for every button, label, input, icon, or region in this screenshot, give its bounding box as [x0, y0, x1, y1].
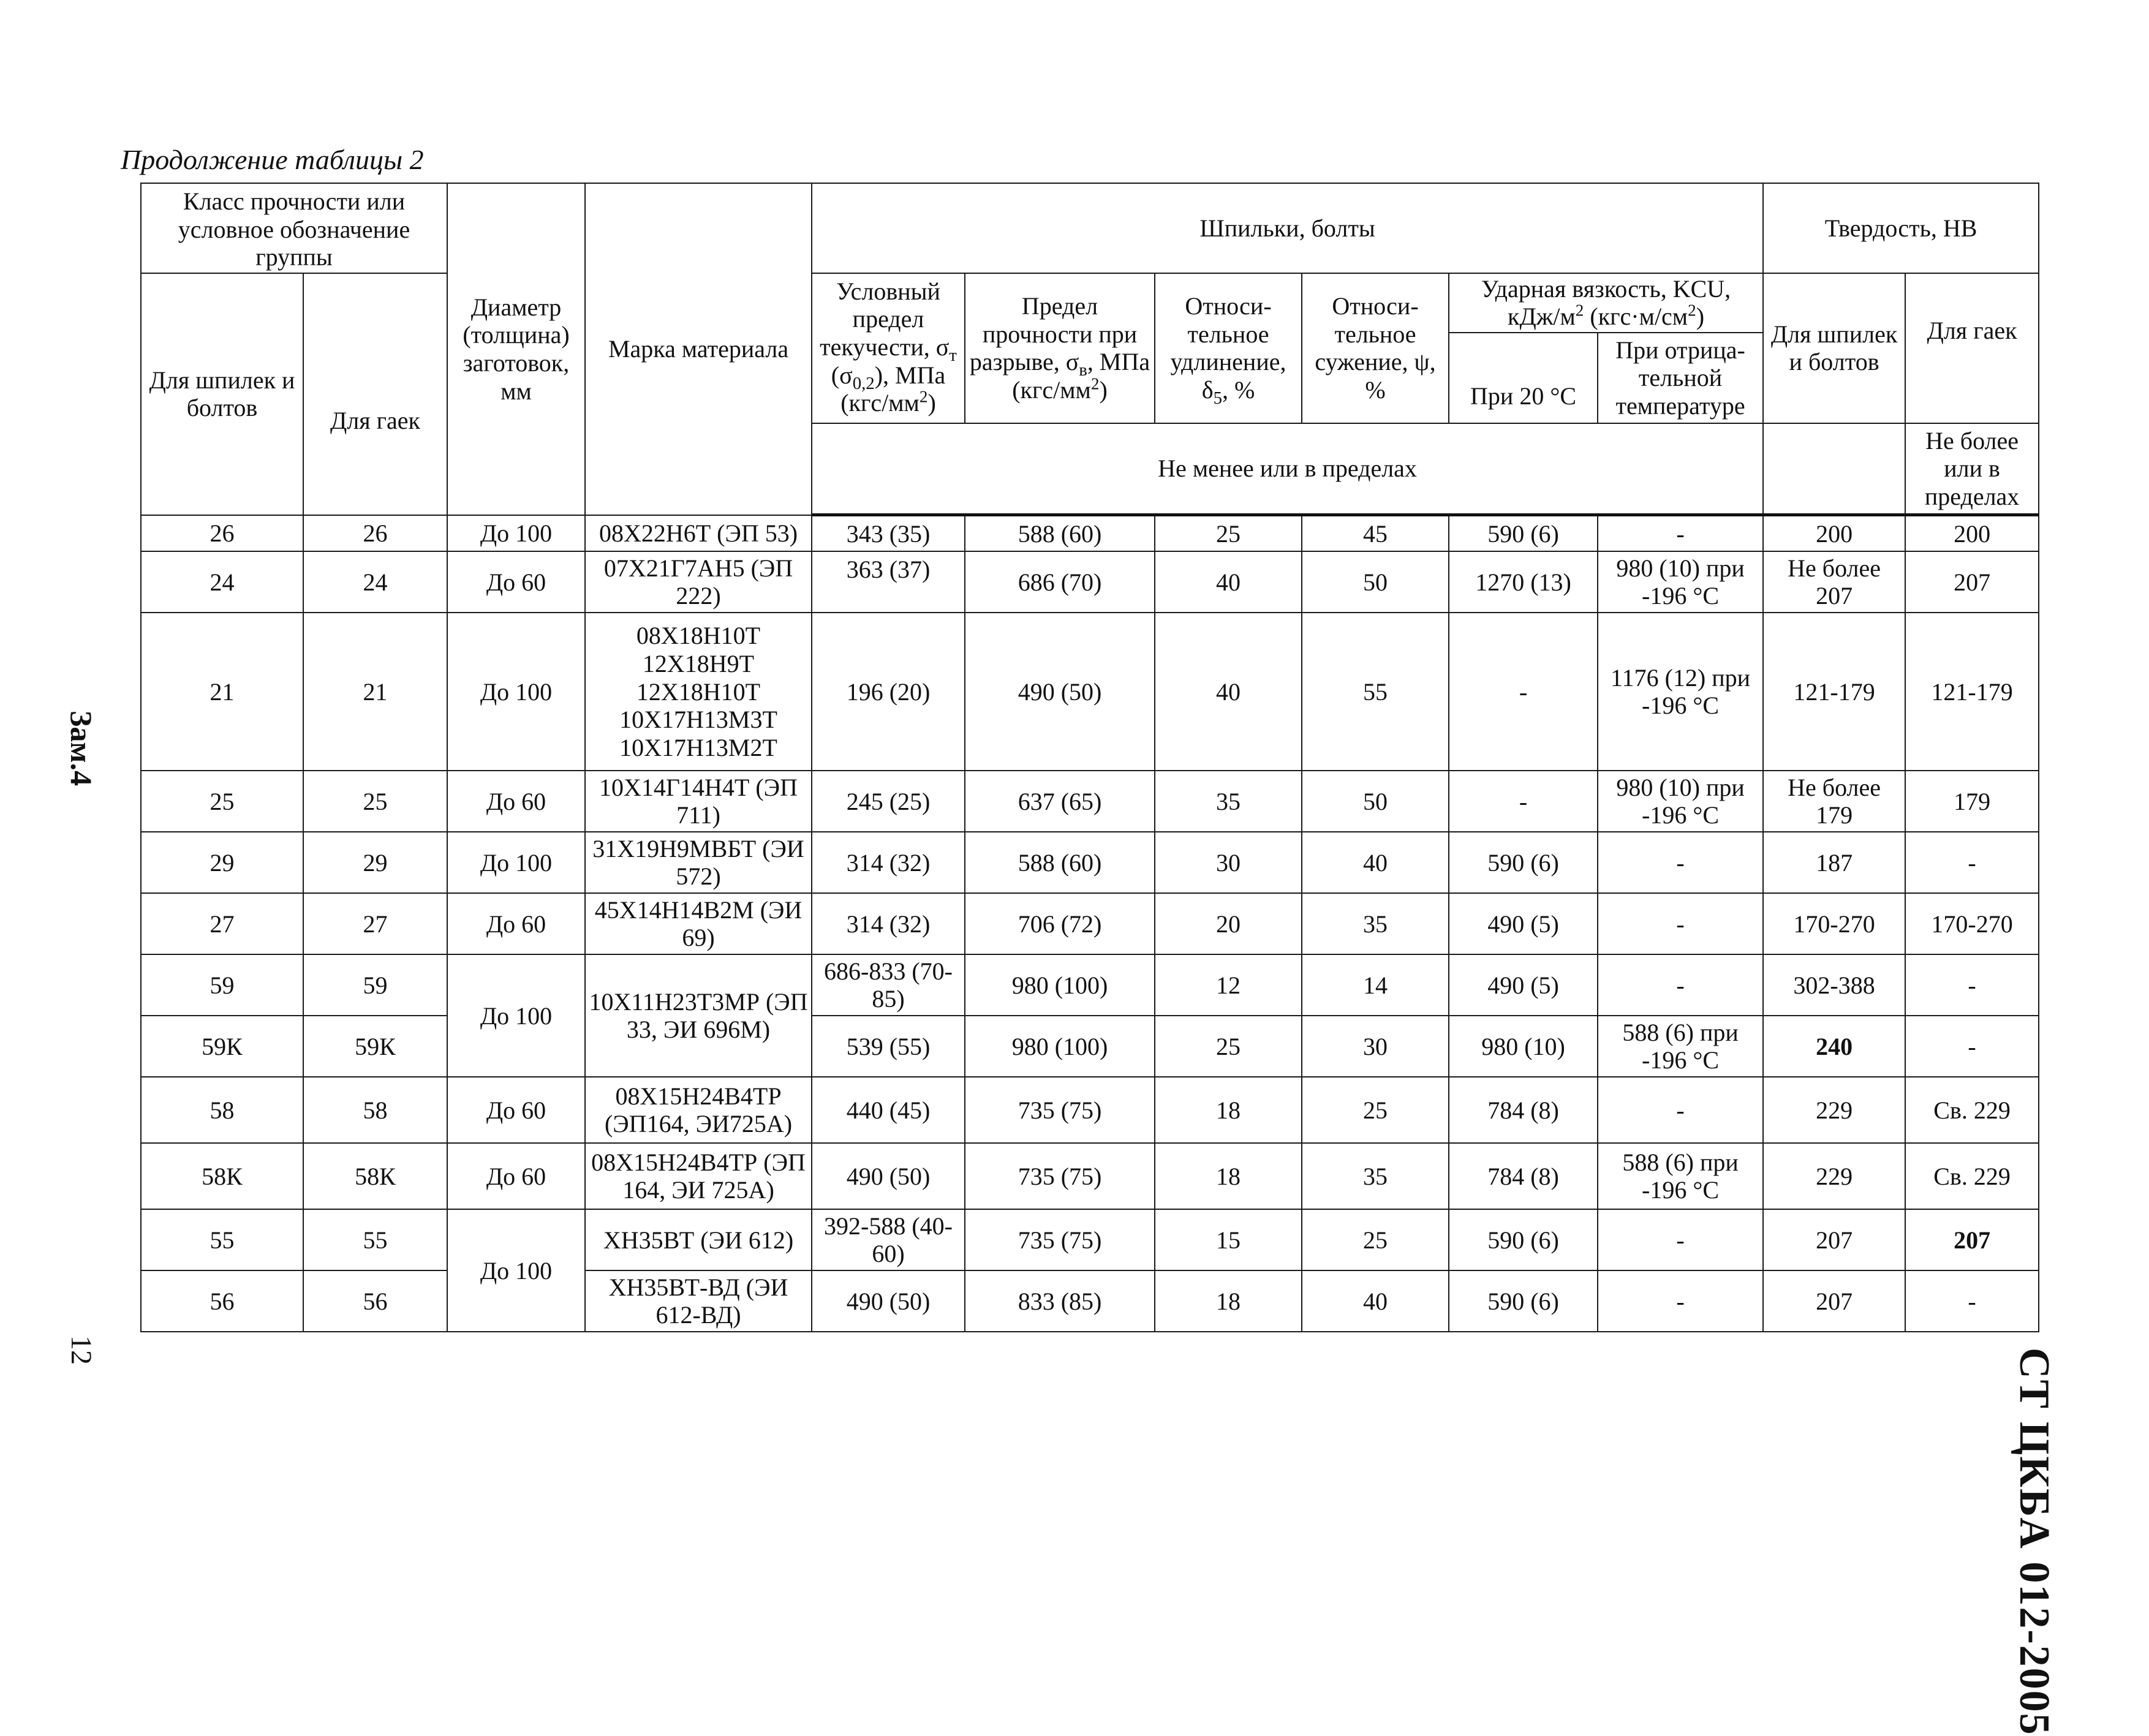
header-not-less-blank: [1763, 423, 1905, 515]
cell-yield: 314 (32): [812, 832, 965, 893]
header-not-less: Не менее или в пределах: [812, 423, 1763, 515]
cell-material: 31Х19Н9МВБТ (ЭИ 572): [585, 832, 812, 893]
cell-elongation: 35: [1155, 771, 1302, 832]
header-hardness: Твердость, НВ: [1763, 183, 2039, 273]
cell-material: ХН35ВТ-ВД (ЭИ 612-ВД): [585, 1270, 812, 1332]
cell-impact-20: -: [1449, 613, 1598, 771]
cell-class-studs: 25: [141, 771, 303, 832]
cell-impact-20: 784 (8): [1449, 1143, 1598, 1209]
cell-yield: 245 (25): [812, 771, 965, 832]
cell-impact-20: 590 (6): [1449, 1209, 1598, 1270]
cell-reduction: 50: [1302, 551, 1449, 613]
cell-reduction: 40: [1302, 832, 1449, 893]
material-line: 12Х18Н9Т: [642, 650, 755, 678]
cell-yield: 196 (20): [812, 613, 965, 771]
cell-material: 07Х21Г7АН5 (ЭП 222): [585, 551, 812, 613]
cell-material: ХН35ВТ (ЭИ 612): [585, 1209, 812, 1270]
cell-yield: 686-833 (70-85): [812, 954, 965, 1016]
cell-class-nuts: 27: [303, 893, 447, 954]
cell-class-nuts: 58К: [303, 1143, 447, 1209]
header-reduction: Относи-тельное сужение, ψ, %: [1302, 273, 1449, 423]
cell-impact-negative: -: [1598, 954, 1763, 1016]
cell-yield: 539 (55): [812, 1016, 965, 1077]
cell-elongation: 15: [1155, 1209, 1302, 1270]
cell-class-nuts: 59К: [303, 1016, 447, 1077]
cell-impact-20: 590 (6): [1449, 832, 1598, 893]
table-row: [141, 551, 2039, 613]
cell-hardness-nuts: 170-270: [1905, 893, 2039, 954]
table-row: [141, 515, 2039, 552]
cell-class-studs: 26: [141, 515, 303, 552]
cell-impact-negative: -: [1598, 1077, 1763, 1143]
standard-designation: СТ ЦКБА 012-2005: [2011, 1348, 2058, 1736]
header-impact: Ударная вязкость, KCU, кДж/$м^2$ $(кгс\cdot м/см^2)$: [1449, 273, 1763, 333]
cell-elongation: 25: [1155, 515, 1302, 552]
header-class-nuts: Для гаек: [303, 273, 447, 515]
cell-hardness-nuts: -: [1905, 1016, 2039, 1077]
material-line: 12Х18Н10Т: [636, 677, 761, 706]
header-diameter: Диаметр (толщина) заготовок, мм: [447, 183, 585, 515]
cell-reduction: 30: [1302, 1016, 1449, 1077]
cell-impact-negative: -: [1598, 893, 1763, 954]
cell-impact-negative: 1176 (12) при -196 °С: [1598, 613, 1763, 771]
cell-tensile: 980 (100): [965, 1016, 1155, 1077]
cell-hardness-studs: 229: [1763, 1077, 1905, 1143]
header-impact-20: При 20 °С: [1449, 333, 1598, 423]
cell-yield: 314 (32): [812, 893, 965, 954]
cell-impact-negative: 980 (10) при -196 °С: [1598, 551, 1763, 613]
table-row: [141, 1270, 2039, 1332]
cell-class-studs: 58: [141, 1077, 303, 1143]
cell-class-nuts: 24: [303, 551, 447, 613]
cell-material: 08Х22Н6Т (ЭП 53): [585, 515, 812, 552]
header-yield: Условный предел текучести, $\sigma_т$ $(\sigma_{0,2})$, МПа $(кгс/мм^2)$: [812, 273, 965, 423]
table-row: [141, 893, 2039, 954]
material-line: 10Х17Н13М2Т: [619, 733, 777, 761]
cell-reduction: 14: [1302, 954, 1449, 1016]
cell-class-nuts: 59: [303, 954, 447, 1016]
cell-impact-negative: -: [1598, 832, 1763, 893]
cell-hardness-studs: 240: [1763, 1016, 1905, 1077]
header-class-group: Класс прочности или условное обозначение группы: [141, 183, 447, 273]
cell-reduction: 35: [1302, 1143, 1449, 1209]
cell-yield: 440 (45): [812, 1077, 965, 1143]
cell-class-studs: 56: [141, 1270, 303, 1332]
cell-impact-20: 980 (10): [1449, 1016, 1598, 1077]
header-impact-negative: При отрица-тельной температуре: [1598, 333, 1763, 423]
cell-material: 08Х15Н24В4ТР (ЭП164, ЭИ725А): [585, 1077, 812, 1143]
cell-hardness-studs: 229: [1763, 1143, 1905, 1209]
cell-material: 45Х14Н14В2М (ЭИ 69): [585, 893, 812, 954]
amendment-mark: Зам.4: [64, 711, 99, 786]
cell-tensile: 735 (75): [965, 1077, 1155, 1143]
cell-hardness-studs: Не более 179: [1763, 771, 1905, 832]
cell-elongation: 12: [1155, 954, 1302, 1016]
cell-yield: 490 (50): [812, 1270, 965, 1332]
cell-tensile: 637 (65): [965, 771, 1155, 832]
header-hardness-studs: Для шпилек и болтов: [1763, 273, 1905, 423]
table-row: [141, 1016, 2039, 1077]
cell-impact-negative: 588 (6) при -196 °С: [1598, 1016, 1763, 1077]
cell-class-nuts: 56: [303, 1270, 447, 1332]
cell-tensile: 686 (70): [965, 551, 1155, 613]
cell-tensile: 735 (75): [965, 1143, 1155, 1209]
table-row: [141, 1143, 2039, 1209]
cell-reduction: 25: [1302, 1077, 1449, 1143]
page-number: 12: [65, 1335, 97, 1365]
cell-elongation: 20: [1155, 893, 1302, 954]
cell-impact-20: 590 (6): [1449, 1270, 1598, 1332]
cell-diameter: До 100: [447, 613, 585, 771]
cell-impact-negative: 980 (10) при -196 °С: [1598, 771, 1763, 832]
cell-tensile: 490 (50): [965, 613, 1155, 771]
cell-class-studs: 55: [141, 1209, 303, 1270]
cell-hardness-nuts: 179: [1905, 771, 2039, 832]
cell-hardness-studs: 121-179: [1763, 613, 1905, 771]
cell-diameter: До 100: [447, 515, 585, 552]
cell-hardness-nuts: 200: [1905, 515, 2039, 552]
cell-diameter: До 100: [447, 954, 585, 1077]
cell-tensile: 980 (100): [965, 954, 1155, 1016]
cell-hardness-studs: 200: [1763, 515, 1905, 552]
header-material: Марка материала: [585, 183, 812, 515]
cell-material: 08Х15Н24В4ТР (ЭП 164, ЭИ 725А): [585, 1143, 812, 1209]
table-caption: Продолжение таблицы 2: [121, 144, 424, 175]
cell-hardness-studs: 187: [1763, 832, 1905, 893]
material-line: 08Х18Н10Т: [636, 622, 761, 650]
cell-impact-20: 490 (5): [1449, 954, 1598, 1016]
cell-hardness-nuts: 207: [1905, 551, 2039, 613]
cell-diameter: До 60: [447, 1077, 585, 1143]
cell-tensile: 833 (85): [965, 1270, 1155, 1332]
cell-reduction: 35: [1302, 893, 1449, 954]
cell-class-studs: 29: [141, 832, 303, 893]
cell-elongation: 40: [1155, 551, 1302, 613]
cell-class-studs: 24: [141, 551, 303, 613]
table-row: [141, 954, 2039, 1016]
cell-elongation: 40: [1155, 613, 1302, 771]
header-hardness-nuts: Для гаек: [1905, 273, 2039, 423]
header-tensile: Предел прочности при разрыве, $\sigma_в$, МПа $(кгс/мм^2)$: [965, 273, 1155, 423]
cell-hardness-studs: 302-388: [1763, 954, 1905, 1016]
cell-impact-20: 490 (5): [1449, 893, 1598, 954]
cell-hardness-studs: 207: [1763, 1209, 1905, 1270]
cell-hardness-studs: 170-270: [1763, 893, 1905, 954]
cell-diameter: До 100: [447, 832, 585, 893]
cell-hardness-nuts: Св. 229: [1905, 1077, 2039, 1143]
table-row: [141, 771, 2039, 832]
cell-impact-negative: -: [1598, 1270, 1763, 1332]
header-studs-bolts: Шпильки, болты: [812, 183, 1763, 273]
cell-impact-20: 784 (8): [1449, 1077, 1598, 1143]
cell-diameter: До 60: [447, 893, 585, 954]
cell-yield: 363 (37): [812, 551, 965, 613]
cell-reduction: 45: [1302, 515, 1449, 552]
cell-reduction: 25: [1302, 1209, 1449, 1270]
cell-class-studs: 21: [141, 613, 303, 771]
cell-diameter: До 60: [447, 1143, 585, 1209]
cell-tensile: 706 (72): [965, 893, 1155, 954]
cell-elongation: 30: [1155, 832, 1302, 893]
cell-material: 10Х14Г14Н4Т (ЭП 711): [585, 771, 812, 832]
cell-tensile: 735 (75): [965, 1209, 1155, 1270]
cell-hardness-nuts: -: [1905, 1270, 2039, 1332]
header-elongation: Относи-тельное удлинение, $\delta_5$, %: [1155, 273, 1302, 423]
cell-class-nuts: 29: [303, 832, 447, 893]
cell-elongation: 18: [1155, 1143, 1302, 1209]
cell-elongation: 18: [1155, 1270, 1302, 1332]
table-row: [141, 832, 2039, 893]
cell-impact-negative: -: [1598, 1209, 1763, 1270]
cell-impact-20: 590 (6): [1449, 515, 1598, 552]
cell-impact-20: -: [1449, 771, 1598, 832]
cell-class-nuts: 25: [303, 771, 447, 832]
cell-tensile: 588 (60): [965, 832, 1155, 893]
cell-diameter: До 60: [447, 771, 585, 832]
cell-hardness-nuts: 207: [1905, 1209, 2039, 1270]
table-row: [141, 613, 2039, 771]
cell-diameter: До 60: [447, 551, 585, 613]
cell-material: 10Х11Н23Т3МР (ЭП 33, ЭИ 696М): [585, 954, 812, 1077]
cell-impact-negative: -: [1598, 515, 1763, 552]
cell-yield: 392-588 (40-60): [812, 1209, 965, 1270]
cell-material: [585, 613, 812, 771]
cell-impact-20: 1270 (13): [1449, 551, 1598, 613]
cell-class-studs: 27: [141, 893, 303, 954]
cell-reduction: 55: [1302, 613, 1449, 771]
cell-impact-negative: 588 (6) при -196 °С: [1598, 1143, 1763, 1209]
cell-elongation: 18: [1155, 1077, 1302, 1143]
cell-hardness-nuts: -: [1905, 954, 2039, 1016]
cell-class-nuts: 58: [303, 1077, 447, 1143]
header-class-studs: Для шпилек и болтов: [141, 273, 303, 515]
cell-class-nuts: 21: [303, 613, 447, 771]
cell-hardness-nuts: 121-179: [1905, 613, 2039, 771]
cell-class-studs: 59К: [141, 1016, 303, 1077]
cell-hardness-nuts: Св. 229: [1905, 1143, 2039, 1209]
table-row: [141, 1077, 2039, 1143]
cell-hardness-nuts: -: [1905, 832, 2039, 893]
cell-class-studs: 58К: [141, 1143, 303, 1209]
cell-reduction: 40: [1302, 1270, 1449, 1332]
cell-class-nuts: 55: [303, 1209, 447, 1270]
cell-class-nuts: 26: [303, 515, 447, 552]
material-line: 10Х17Н13М3Т: [619, 706, 777, 734]
cell-yield: 343 (35): [812, 515, 965, 552]
header-not-more: Не более или в пределах: [1905, 423, 2039, 515]
properties-table: [140, 183, 2039, 1332]
cell-tensile: 588 (60): [965, 515, 1155, 552]
cell-hardness-studs: Не более 207: [1763, 551, 1905, 613]
cell-reduction: 50: [1302, 771, 1449, 832]
cell-diameter: До 100: [447, 1209, 585, 1332]
table-row: [141, 1209, 2039, 1270]
cell-hardness-studs: 207: [1763, 1270, 1905, 1332]
cell-elongation: 25: [1155, 1016, 1302, 1077]
cell-yield: 490 (50): [812, 1143, 965, 1209]
cell-class-studs: 59: [141, 954, 303, 1016]
